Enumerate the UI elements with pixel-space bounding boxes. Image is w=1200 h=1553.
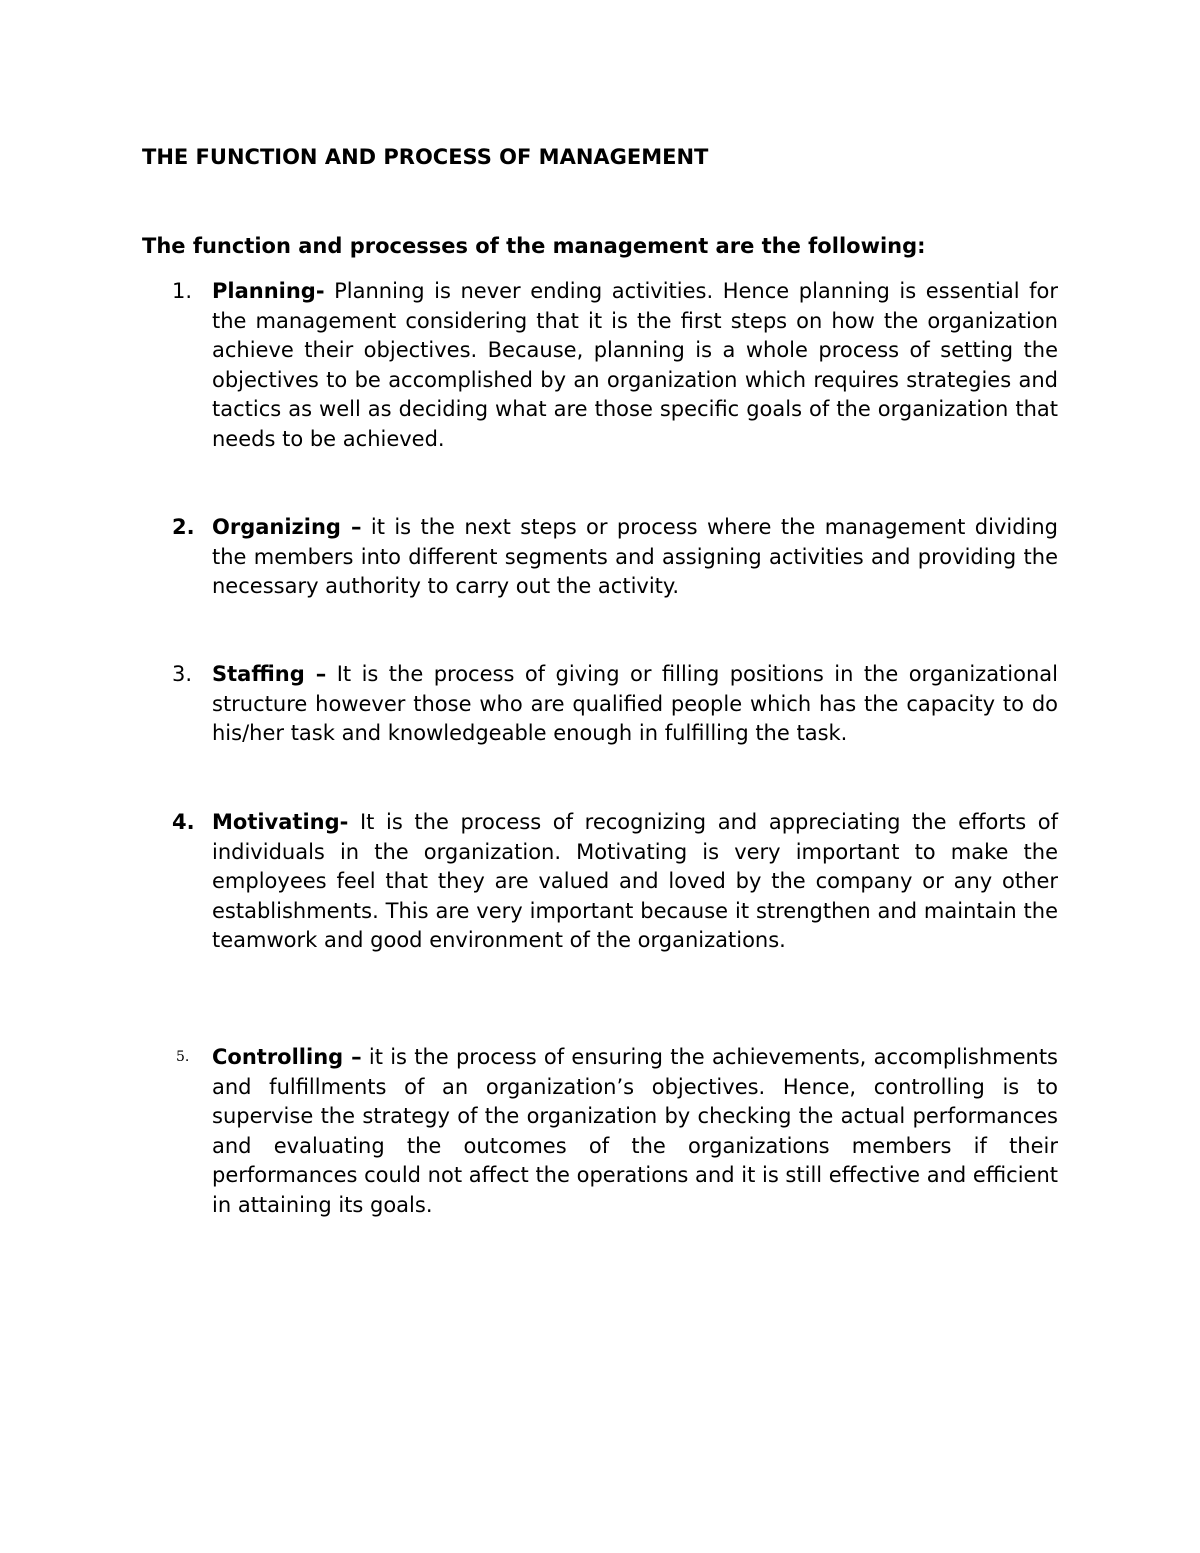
- document-intro: The function and processes of the management are the following:: [142, 234, 926, 258]
- list-item-body: [212, 513, 1058, 602]
- list-item-number: 1.: [172, 279, 193, 303]
- list-item-text: it is the next steps or process where the management dividing the members into different segments and assigning activities and providing the necessary authority to carry out the activity.: [212, 515, 1059, 598]
- list-item-body: [212, 660, 1058, 749]
- list-item-number: 3.: [172, 662, 193, 686]
- list-item-term: Staffing –: [212, 662, 327, 686]
- document-title: THE FUNCTION AND PROCESS OF MANAGEMENT: [142, 145, 709, 169]
- list-item-number: 2.: [172, 515, 195, 539]
- list-item-number: 4.: [172, 810, 195, 834]
- list-item-text: It is the process of giving or filling positions in the organizational structure however those who are qualified people which has the capacity to do his/her task and knowledgeable enough in fulfilling the task.: [212, 662, 1058, 745]
- list-item-body: [212, 808, 1058, 956]
- list-item-term: Motivating-: [212, 810, 349, 834]
- list-item-number: 5.: [176, 1049, 190, 1065]
- list-item-term: Planning-: [212, 279, 325, 303]
- list-item-body: [212, 1043, 1058, 1220]
- list-item-text: it is the process of ensuring the achievements, accomplishments and fulfillments of an organization’s objectives. Hence, controlling is to supervise the strategy of the organization by checking the actual performances and evaluating the outcomes of the organizations members if their performances could not affect the operations and it is still effective and efficient in attaining its goals.: [212, 1045, 1058, 1217]
- list-item-text: Planning is never ending activities. Hence planning is essential for the management considering that it is the first steps on how the organization achieve their objectives. Because, planning is a whole process of setting the objectives to be accomplished by an organization which requires strategies and tactics as well as deciding what are those specific goals of the organization that needs to be achieved.: [212, 279, 1058, 451]
- list-item-text: It is the process of recognizing and appreciating the efforts of individuals in the organization. Motivating is very important to make the employees feel that they are valued and loved by the company or any other establishments. This are very important because it strengthen and maintain the teamwork and good environment of the organizations.: [212, 810, 1058, 952]
- list-item-term: Organizing –: [212, 515, 362, 539]
- list-item-body: [212, 277, 1058, 454]
- list-item-term: Controlling –: [212, 1045, 362, 1069]
